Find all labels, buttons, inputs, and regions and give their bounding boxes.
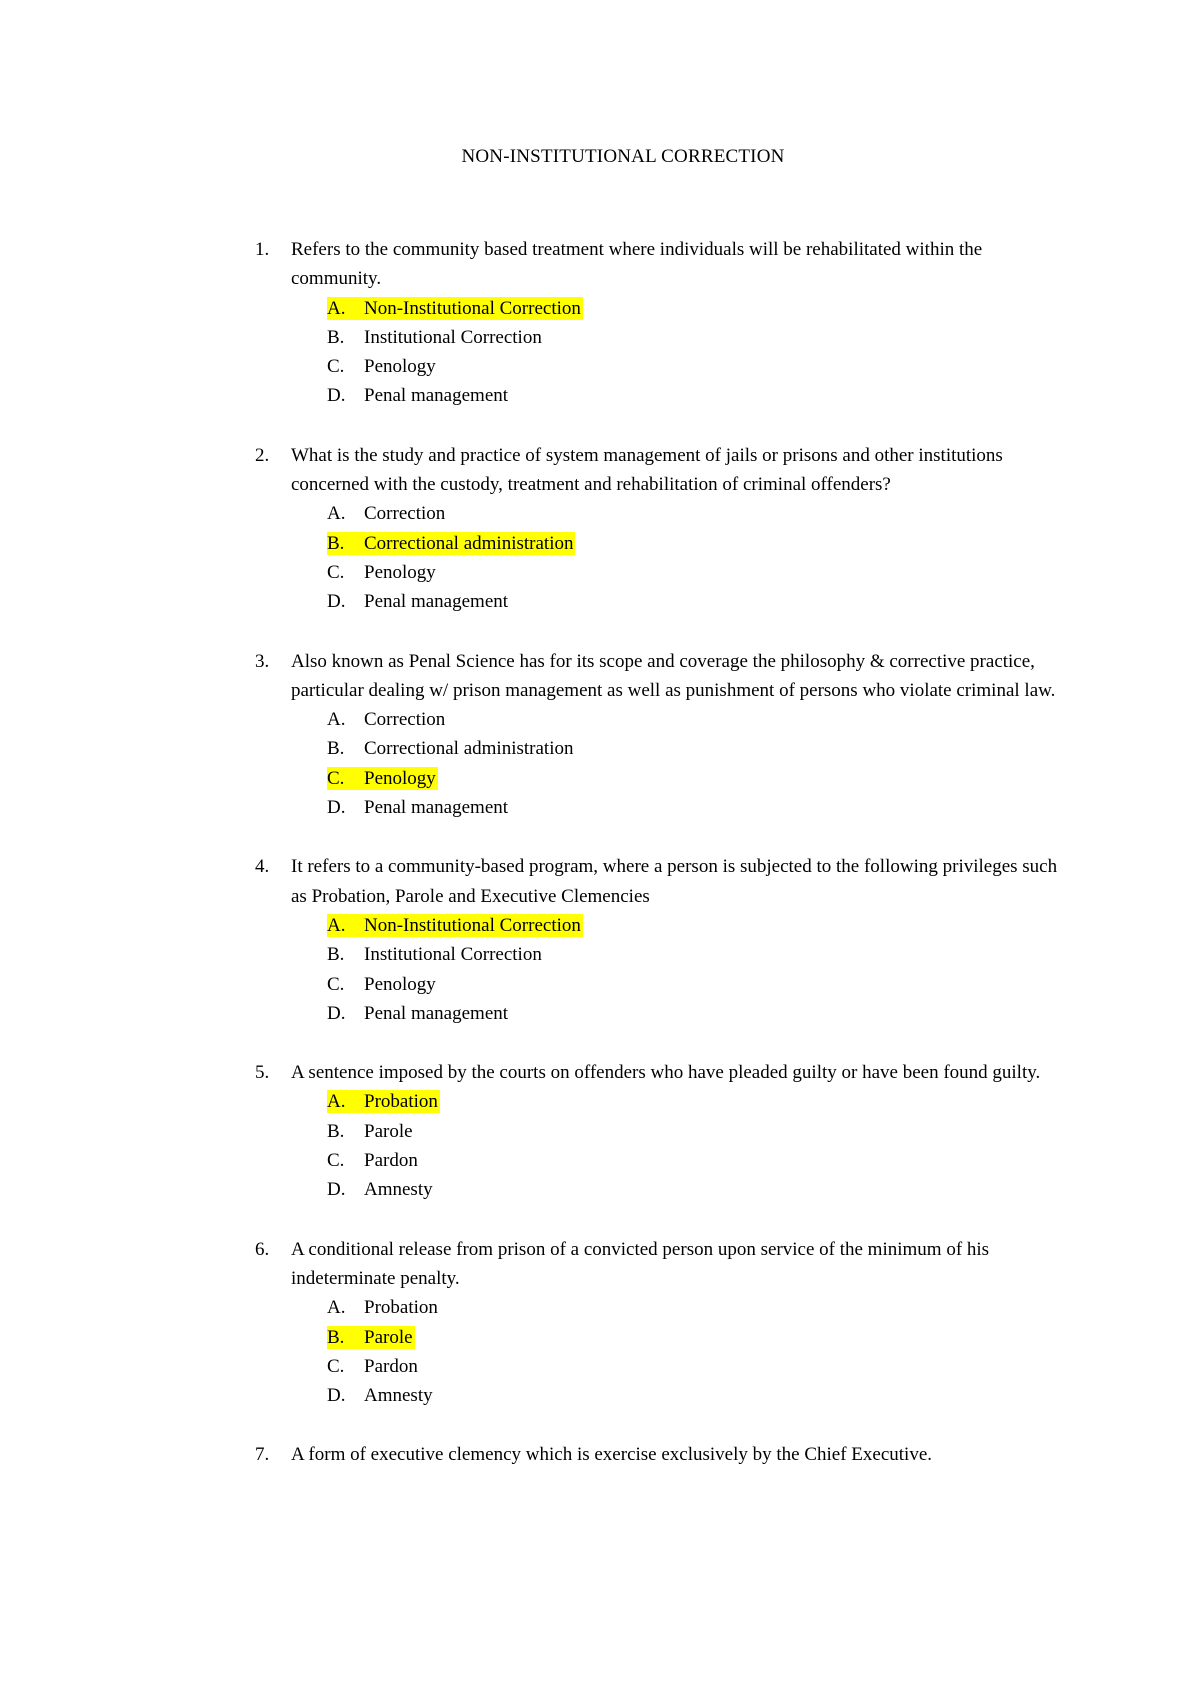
question-item — [0, 235, 1200, 411]
choice-letter: B. — [327, 1120, 345, 1142]
choice-letter: C. — [327, 356, 345, 378]
choice-text: Institutional Correction — [364, 944, 542, 966]
choice-list — [0, 705, 1200, 822]
choice-letter: B. — [327, 738, 345, 760]
choice-letter: B. — [327, 532, 345, 554]
choice-letter: C. — [327, 1150, 345, 1172]
choice-text: Correctional administration — [364, 532, 574, 554]
page-title: NON-INSTITUTIONAL CORRECTION — [461, 146, 785, 167]
choice-item — [0, 587, 1200, 616]
choice-text: Penal management — [364, 1002, 509, 1024]
choice-item — [0, 1146, 1200, 1175]
question-item — [0, 1235, 1200, 1411]
choice-item — [0, 529, 1200, 558]
choice-letter: A. — [327, 709, 346, 731]
choice-letter: A. — [327, 297, 346, 319]
choice-text: Correction — [364, 503, 446, 525]
choice-item — [0, 1293, 1200, 1322]
choice-list — [0, 1087, 1200, 1204]
choice-text: Penology — [364, 356, 436, 378]
choice-letter: D. — [327, 1179, 346, 1201]
question-number: 3. — [255, 650, 270, 672]
choice-text: Amnesty — [364, 1385, 433, 1407]
choice-item — [0, 352, 1200, 381]
question-item — [0, 1058, 1200, 1204]
choice-item — [0, 970, 1200, 999]
choice-letter: A. — [327, 1297, 346, 1319]
choice-item — [0, 323, 1200, 352]
question-item — [0, 852, 1200, 1028]
question-number: 1. — [255, 239, 270, 260]
choice-letter: D. — [327, 1002, 346, 1024]
choice-letter: C. — [327, 1355, 345, 1377]
choice-letter: A. — [327, 503, 346, 525]
question-item — [0, 1440, 1200, 1469]
choice-letter: B. — [327, 326, 345, 348]
choice-item — [0, 558, 1200, 587]
question-item — [0, 647, 1200, 823]
question-text: Also known as Penal Science has for its scope and coverage the philosophy & corrective practice, particular dealing w/ prison management as well as punishment of persons who violate criminal law. — [291, 650, 1056, 701]
choice-item — [0, 1087, 1200, 1116]
question-text: Refers to the community based treatment where individuals will be rehabilitated within the community. — [291, 239, 983, 290]
question-number: 4. — [255, 856, 270, 878]
choice-text: Amnesty — [364, 1179, 433, 1201]
choice-text: Probation — [364, 1297, 438, 1319]
choice-text: Penology — [364, 561, 436, 583]
choice-text: Pardon — [364, 1355, 418, 1377]
choice-list — [0, 499, 1200, 616]
choice-text: Parole — [364, 1120, 413, 1142]
choice-item — [0, 911, 1200, 940]
question-text: What is the study and practice of system management of jails or prisons and other institutions concerned with the custody, treatment and rehabilitation of criminal offenders? — [291, 444, 1003, 496]
choice-text: Probation — [364, 1091, 438, 1113]
question-number: 5. — [255, 1062, 270, 1084]
choice-text: Correctional administration — [364, 738, 574, 760]
question-number: 7. — [255, 1444, 270, 1466]
question-list — [0, 235, 1200, 1500]
choice-item — [0, 294, 1200, 323]
choice-text: Penal management — [364, 591, 509, 613]
choice-letter: A. — [327, 1091, 346, 1113]
choice-item — [0, 764, 1200, 793]
choice-text: Penal management — [364, 385, 509, 407]
choice-item — [0, 793, 1200, 822]
choice-item — [0, 734, 1200, 763]
question-item — [0, 441, 1200, 617]
choice-list — [0, 294, 1200, 411]
choice-item — [0, 381, 1200, 410]
choice-text: Parole — [364, 1326, 413, 1348]
choice-letter: D. — [327, 385, 346, 407]
choice-text: Institutional Correction — [364, 326, 542, 348]
choice-letter: A. — [327, 914, 346, 936]
choice-letter: B. — [327, 944, 345, 966]
choice-item — [0, 940, 1200, 969]
choice-letter: C. — [327, 973, 345, 995]
choice-letter: B. — [327, 1326, 345, 1348]
question-number: 2. — [255, 444, 270, 466]
choice-item — [0, 1323, 1200, 1352]
choice-letter: D. — [327, 797, 346, 819]
question-text: A conditional release from prison of a convicted person upon service of the minimum of his indeterminate penalty. — [291, 1238, 990, 1289]
choice-text: Non-Institutional Correction — [364, 297, 581, 319]
question-text: A sentence imposed by the courts on offenders who have pleaded guilty or have been found guilty. — [291, 1062, 1041, 1084]
choice-text: Non-Institutional Correction — [364, 914, 581, 936]
choice-item — [0, 1175, 1200, 1204]
choice-item — [0, 1352, 1200, 1381]
choice-text: Penology — [364, 767, 436, 789]
choice-list — [0, 911, 1200, 1028]
choice-list — [0, 1293, 1200, 1410]
choice-letter: C. — [327, 561, 345, 583]
question-text: A form of executive clemency which is exercise exclusively by the Chief Executive. — [291, 1444, 933, 1466]
choice-text: Penology — [364, 973, 436, 995]
choice-text: Penal management — [364, 797, 509, 819]
question-number: 6. — [255, 1238, 270, 1260]
choice-item — [0, 499, 1200, 528]
choice-item — [0, 999, 1200, 1028]
choice-letter: C. — [327, 767, 345, 789]
choice-text: Correction — [364, 709, 446, 731]
choice-letter: D. — [327, 1385, 346, 1407]
question-text: It refers to a community-based program, where a person is subjected to the following privileges such as Probation, Parole and Executive Clemencies — [291, 856, 1058, 907]
choice-text: Pardon — [364, 1150, 418, 1172]
choice-item — [0, 1117, 1200, 1146]
choice-item — [0, 705, 1200, 734]
choice-item — [0, 1381, 1200, 1410]
choice-letter: D. — [327, 591, 346, 613]
